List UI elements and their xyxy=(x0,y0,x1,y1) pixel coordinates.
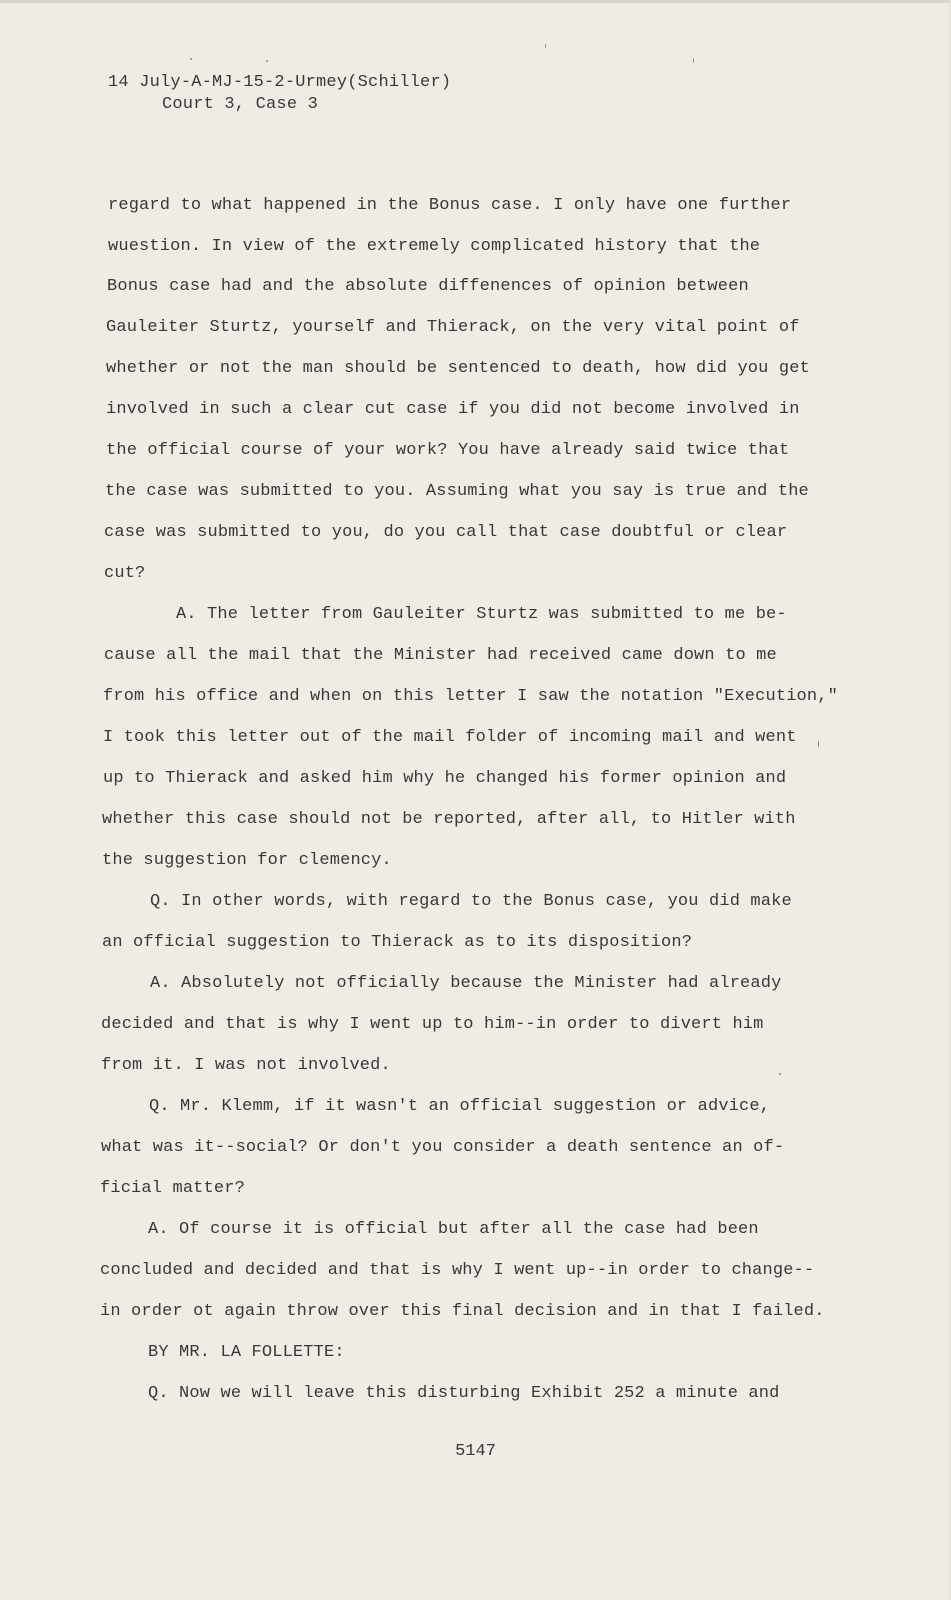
question-line: Q. Mr. Klemm, if it wasn't an official suggestion or advice, xyxy=(149,1097,771,1116)
header-court-case: Court 3, Case 3 xyxy=(162,95,319,114)
document-header xyxy=(108,72,451,116)
transcript-line: regard to what happened in the Bonus case. I only have one further xyxy=(108,196,792,215)
transcript-line: from it. I was not involved. xyxy=(101,1056,391,1075)
answer-line: A. Of course it is official but after all the case had been xyxy=(148,1220,759,1239)
paper-speck xyxy=(266,60,268,62)
transcript-line: whether or not the man should be sentenced to death, how did you get xyxy=(106,359,810,378)
transcript-line: concluded and decided and that is why I went up--in order to change-- xyxy=(100,1261,815,1280)
transcript-line: ficial matter? xyxy=(100,1179,245,1198)
question-line: Q. In other words, with regard to the Bonus case, you did make xyxy=(150,892,792,911)
question-line: Q. Now we will leave this disturbing Exhibit 252 a minute and xyxy=(148,1384,780,1403)
transcript-line: wuestion. In view of the extremely complicated history that the xyxy=(108,237,761,256)
transcript-line: what was it--social? Or don't you consider a death sentence an of- xyxy=(101,1138,785,1157)
transcript-line: Bonus case had and the absolute diffenences of opinion between xyxy=(107,277,749,296)
transcript-line: Gauleiter Sturtz, yourself and Thierack, on the very vital point of xyxy=(106,318,800,337)
paper-speck xyxy=(818,740,819,748)
transcript-line: the suggestion for clemency. xyxy=(102,851,392,870)
answer-line: A. The letter from Gauleiter Sturtz was submitted to me be- xyxy=(176,605,787,624)
answer-line: A. Absolutely not officially because the Minister had already xyxy=(150,974,782,993)
speaker-line: BY MR. LA FOLLETTE: xyxy=(148,1343,345,1362)
transcript-line: involved in such a clear cut case if you did not become involved in xyxy=(106,400,800,419)
header-case-reference: 14 July-A-MJ-15-2-Urmey(Schiller) xyxy=(108,73,452,92)
transcript-line: up to Thierack and asked him why he changed his former opinion and xyxy=(103,769,787,788)
transcript-line: the case was submitted to you. Assuming what you say is true and the xyxy=(105,482,809,501)
transcript-line: cut? xyxy=(104,564,146,583)
transcript-line: from his office and when on this letter I saw the notation "Execution," xyxy=(103,687,838,706)
transcript-line: whether this case should not be reported, after all, to Hitler with xyxy=(102,810,796,829)
transcript-line: the official course of your work? You have already said twice that xyxy=(106,441,790,460)
transcript-line: an official suggestion to Thierack as to its disposition? xyxy=(102,933,693,952)
transcript-line: cause all the mail that the Minister had received came down to me xyxy=(104,646,777,665)
paper-speck xyxy=(693,58,694,63)
transcript-line: I took this letter out of the mail folder of incoming mail and went xyxy=(103,728,797,747)
transcript-line: case was submitted to you, do you call that case doubtful or clear xyxy=(104,523,788,542)
paper-speck xyxy=(779,1073,781,1075)
transcript-line: in order ot again throw over this final decision and in that I failed. xyxy=(100,1302,825,1321)
transcript-line: decided and that is why I went up to him--in order to divert him xyxy=(101,1015,764,1034)
paper-speck xyxy=(545,44,546,48)
page-number: 5147 xyxy=(455,1442,496,1461)
page-top-edge xyxy=(0,0,951,3)
paper-speck xyxy=(190,58,192,60)
